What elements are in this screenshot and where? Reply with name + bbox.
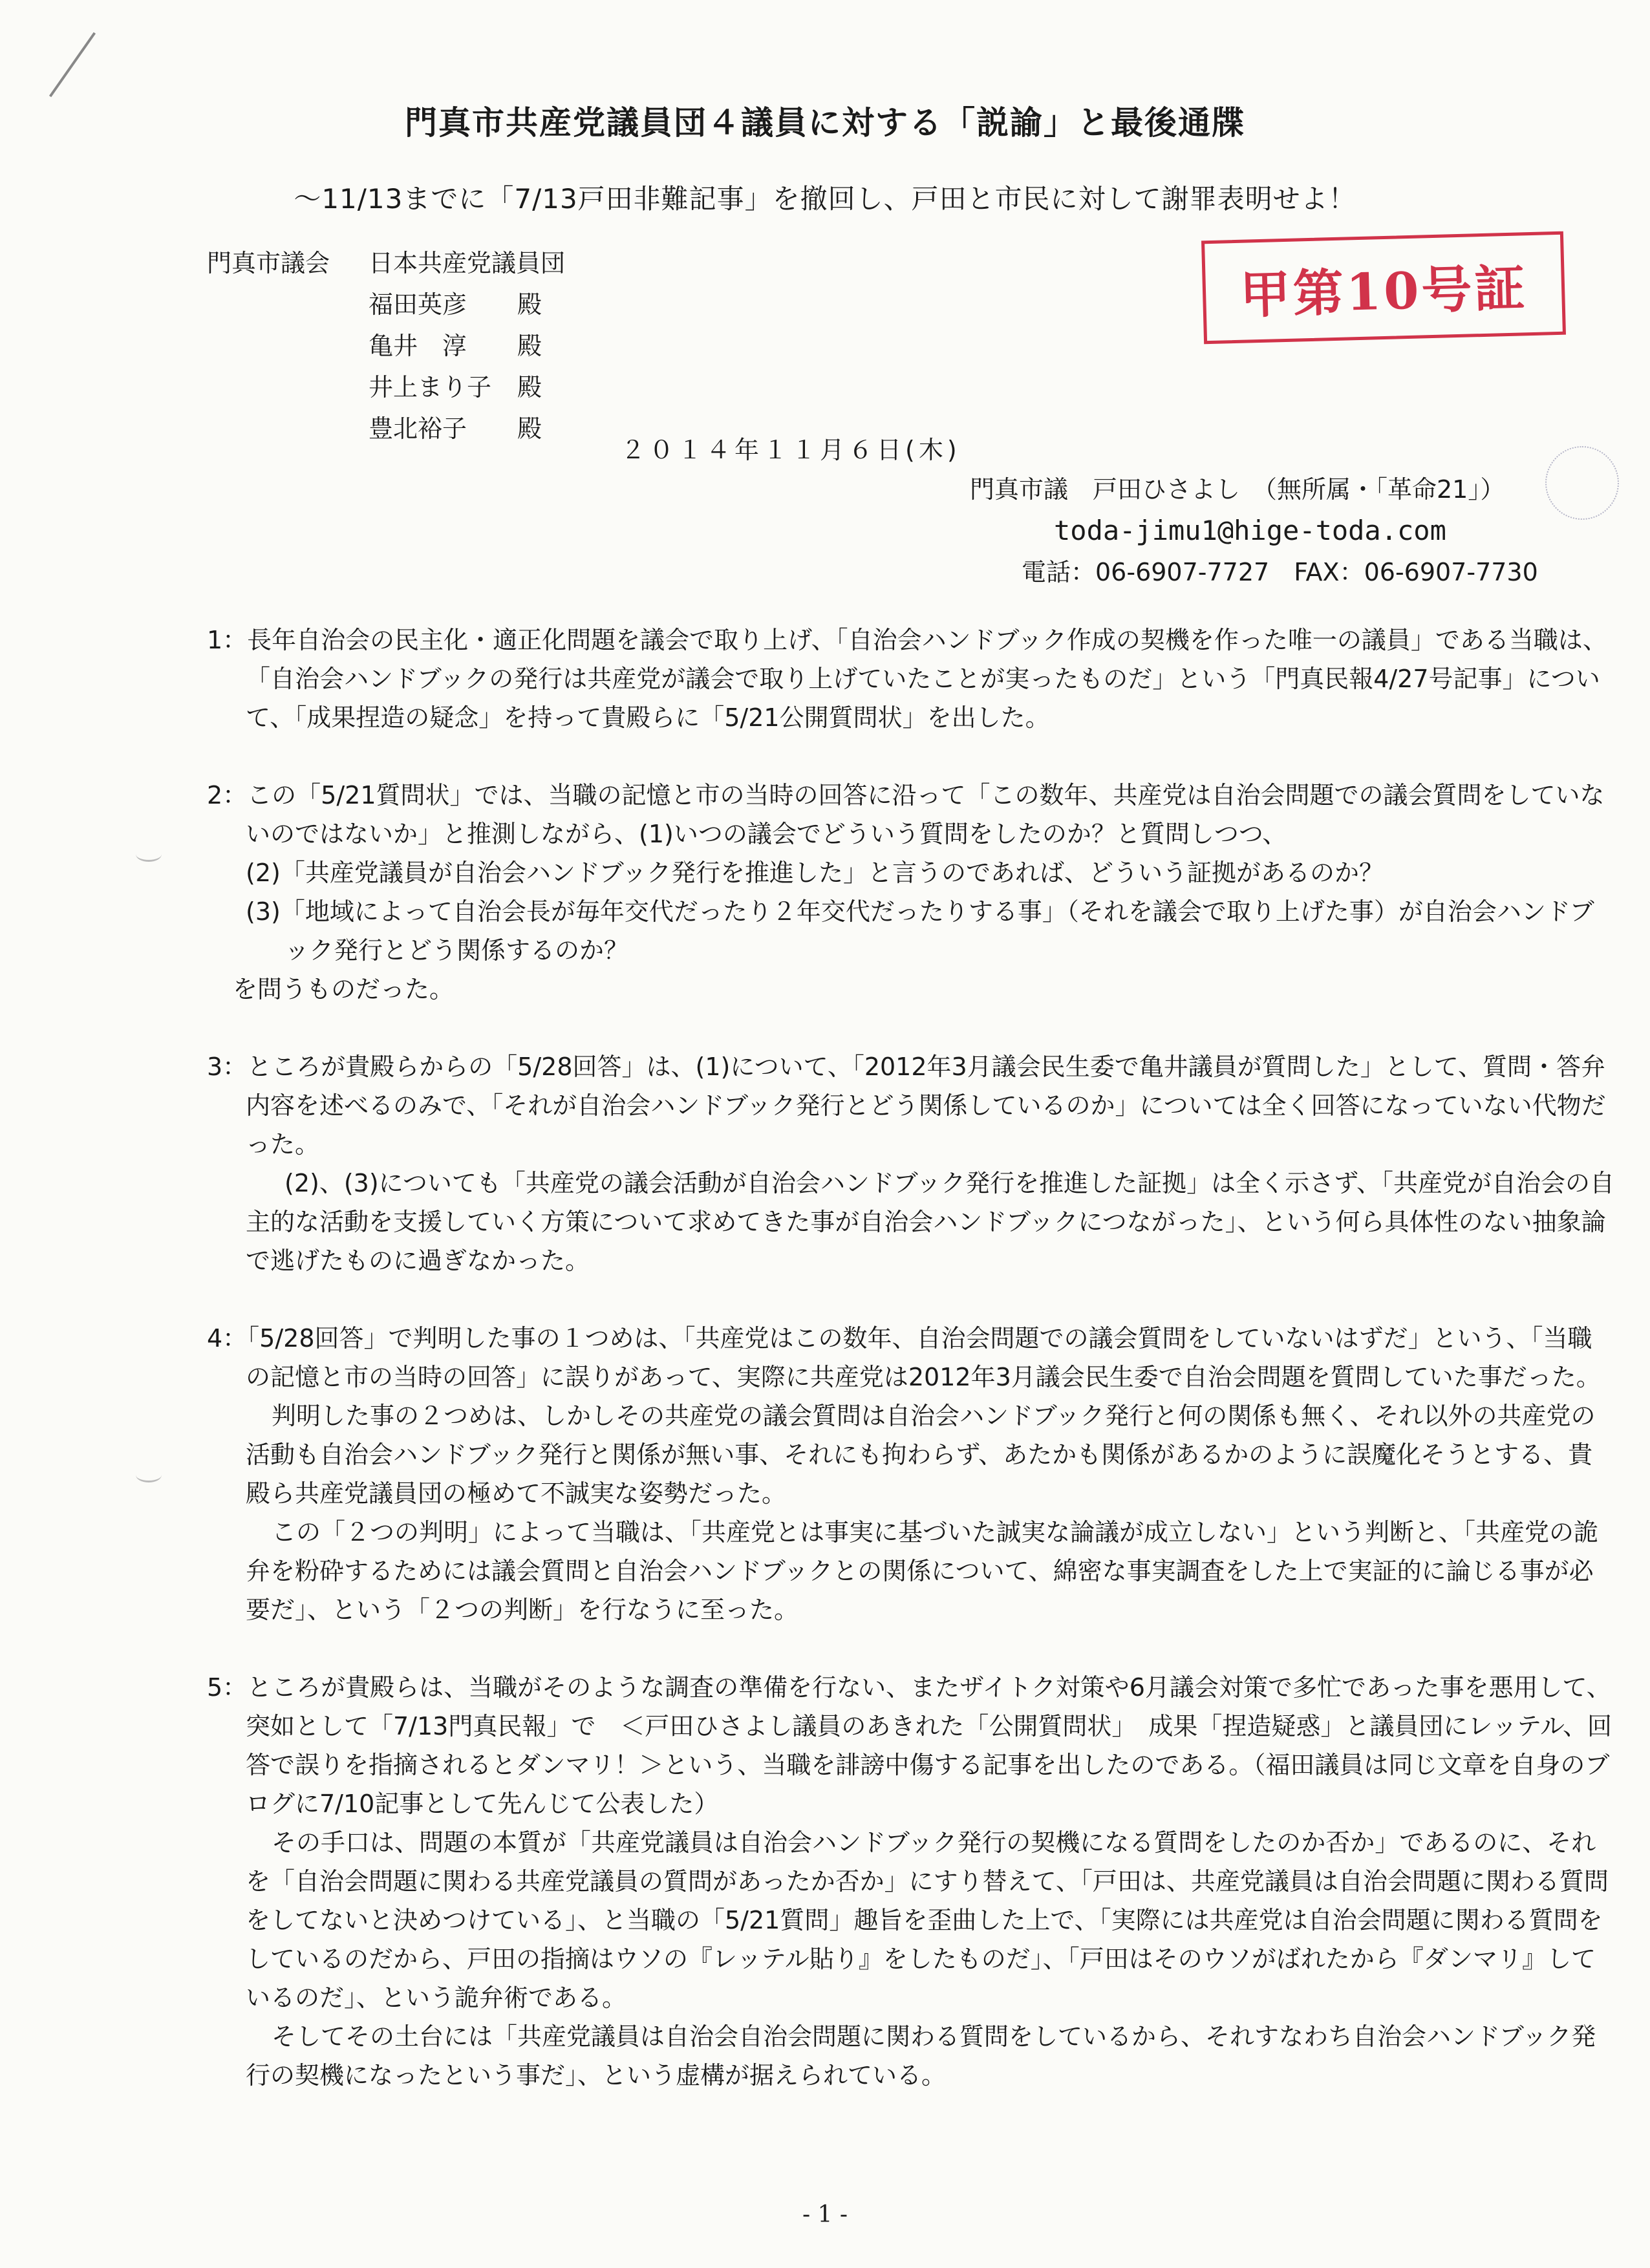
document-body — [207, 621, 1616, 2134]
punch-hole-mark — [136, 1468, 162, 1482]
scan-mark — [49, 32, 96, 98]
addressee-suffix: 殿 — [517, 290, 542, 319]
document-title: 門真市共産党議員団４議員に対する「説諭」と最後通牒 — [405, 104, 1245, 142]
sender-block — [970, 469, 1538, 593]
paragraph-4: 4：「5/28回答」で判明した事の１つめは、「共産党はこの数年、自治会問題での議会質問をしていないはずだ」という、「当職の記憶と市の当時の回答」に誤りがあって、実際に共産党は2012年3月議会民生委で自治会問題を質問していた事だった。 判明した事の２つめは、しかしその共産党の議会質問は自治会ハンドブック発行と何の関係も無く、それ以外の共産党の活動も自治会ハンドブック発行と関係が無い事、それにも拘わらず、あたかも関係があるかのように誤魔化そうとする、貴殿ら共産党議員団の極めて不誠実な姿勢だった。 この「２つの判明」によって当職は、「共産党とは事実に基づいた誠実な論議が成立しない」という判断と、「共産党の詭弁を粉砕するためには議会質問と自治会ハンドブックとの関係について、綿密な事実調査をした上で実証的に論じる事が必要だ」、という「２つの判断」を行なうに至った。 — [207, 1324, 1601, 1624]
addressee-group: 日本共産党議員団 — [369, 249, 566, 277]
sender-email: toda-jimu1@hige-toda.com — [1054, 515, 1446, 546]
paragraph-3: 3：ところが貴殿らからの「5/28回答」は、(1)について、「2012年3月議会民生委で亀井議員が質問した」として、質問・答弁内容を述べるのみで、「それが自治会ハンドブック発行とどう関係しているのか」については全く回答になっていない代物だった。 (2)、(3)についても「共産党の議会活動が自治会ハンドブック発行を推進した証拠」は全く示さず、「共産党が自治会の自主的な活動を支援していく方策について求めてきた事が自治会ハンドブックにつながった」、という何ら具体性のない抽象論で逃げたものに過ぎなかった。 — [207, 1053, 1615, 1275]
sender-phone: 電話：06-6907-7727 FAX：06-6907-7730 — [1022, 558, 1538, 586]
page-number: - 1 - — [802, 2201, 848, 2228]
sender-name: 門真市議 戸田ひさよし （無所属・「革命21」） — [970, 475, 1505, 504]
paragraph-1: 1：長年自治会の民主化・適正化問題を議会で取り上げ、「自治会ハンドブック作成の契機を作った唯一の議員」である当職は、「自治会ハンドブックの発行は共産党が議会で取り上げていたことが実ったものだ」という「門真民報4/27号記事」について、「成果捏造の疑念」を持って貴殿らに「5/21公開質問状」を出した。 — [207, 626, 1607, 732]
addressee-suffix: 殿 — [517, 373, 542, 401]
addressee-name: 亀井 淳 — [369, 332, 467, 360]
addressee-suffix: 殿 — [517, 332, 542, 360]
addressee-council: 門真市議会 — [207, 249, 330, 277]
punch-hole-mark — [136, 847, 162, 862]
paragraph-5: 5：ところが貴殿らは、当職がそのような調査の準備を行ない、またザイトク対策や6月議会対策で多忙であった事を悪用して、突如として「7/13門真民報」で ＜戸田ひさよし議員のあきれた「公開質問状」 成果「捏造疑惑」と議員団にレッテル、回答で誤りを指摘されるとダンマリ！＞という、当職を誹謗中傷する記事を出したのである。（福田議員は同じ文章を自身のブログに7/10記事として先んじて公表した） その手口は、問題の本質が「共産党議員は自治会ハンドブック発行の契機になる質問をしたのか否か」であるのに、それを「自治会問題に関わる共産党議員の質問があったか否か」にすり替えて、「戸田は、共産党議員は自治会問題に関わる質問をしてないと決めつけている」、と当職の「5/21質問」趣旨を歪曲した上で、「実際には共産党は自治会問題に関わる質問をしているのだから、戸田の指摘はウソの『レッテル貼り』をしたものだ」、「戸田はそのウソがばれたから『ダンマリ』しているのだ」、という詭弁術である。 そしてその土台には「共産党議員は自治会自治会問題に関わる質問をしているから、それすなわち自治会ハンドブック発行の契機になったという事だ」、という虚構が据えられている。 — [207, 1673, 1612, 2090]
paragraph-2: 2：この「5/21質問状」では、当職の記憶と市の当時の回答に沿って「この数年、共産党は自治会問題での議会質問をしていないのではないか」と推測しながら、(1)いつの議会でどういう質問をしたのか？と質問しつつ、 (2)「共産党議員が自治会ハンドブック発行を推進した」と言うのであれば、どういう証拠があるのか？ (3)「地域によって自治会長が毎年交代だったり２年交代だったりする事」（それを議会で取り上げた事）が自治会ハンドブック発行とどう関係するのか？ を問うものだった。 — [207, 781, 1605, 1003]
addressee-suffix: 殿 — [517, 414, 542, 443]
addressee-name: 福田英彦 — [369, 290, 467, 319]
document-date: ２０１４年１１月６日(木) — [621, 436, 961, 464]
addressee-name: 豊北裕子 — [369, 414, 467, 443]
addressee-block — [207, 242, 565, 449]
addressee-name: 井上まり子 — [369, 373, 492, 401]
evidence-stamp: 甲第10号証 — [1201, 231, 1566, 345]
document-subtitle: ～11/13までに「7/13戸田非難記事」を撤回し、戸田と市民に対して謝罪表明せよ！ — [294, 183, 1356, 215]
faint-seal-mark — [1545, 446, 1619, 520]
